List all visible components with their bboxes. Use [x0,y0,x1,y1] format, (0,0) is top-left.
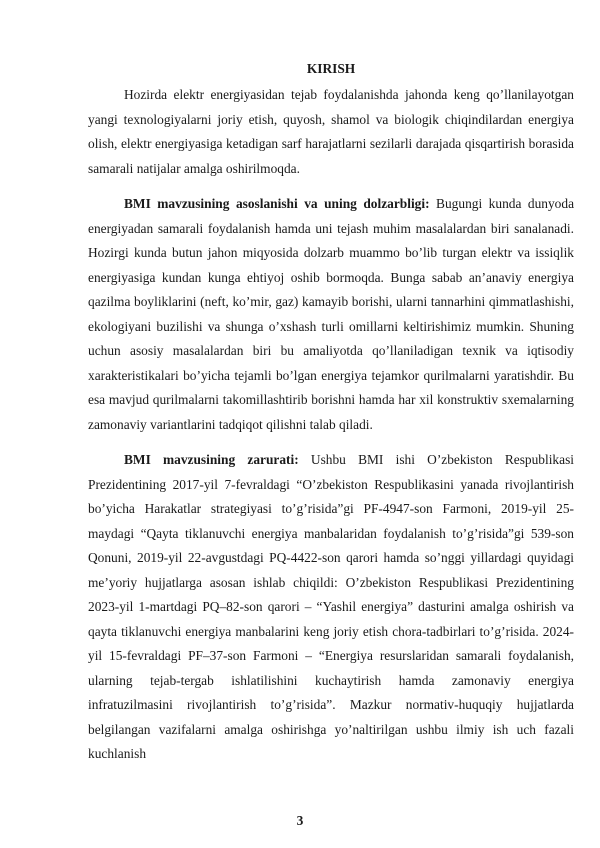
intro-paragraph-text: Hozirda elektr energiyasidan tejab foydalanishda jahonda keng qo’llanilayotgan yangi texnologiyalarni joriy etish, quyosh, shamol va biologik chiqindilardan energiya olish, elektr energiyasiga ketadigan sarf harajatlarni sezilarli darajada qisqartirish borasida samarali natijalar amalga oshirilmoqda. [88,87,574,176]
necessity-paragraph-text: Ushbu BMI ishi O’zbekiston Respublikasi Prezidentining 2017-yil 7-fevraldagi “O’zbekiston Respublikasini yanada rivojlantirish bo’yicha Harakatlar strategiyasi to’g’risida”gi PF-4947-son Farmoni, 2019-yil 25-maydagi “Qayta tiklanuvchi energiya manbalaridan foydalanish to’g’risida”gi 539-son Qonuni, 2019-yil 22-avgustdagi PQ-4422-son qarori hamda so’nggi yillardagi quyidagi me’yoriy hujjatlarga asosan ishlab chiqildi: O’zbekiston Respublikasi Prezidentining 2023-yil 1-martdagi PQ–82-son qarori – “Yashil energiya” dasturini amalga oshirish va qayta tiklanuvchi energiya manbalarini keng joriy etish chora-tadbirlari to’g’risida. 2024-yil 15-fevraldagi PF–37-son Farmoni – “Energiya resurslaridan samarali foydalanish, ularning tejab-tergab ishlatilishini kuchaytirish hamda zamonaviy energiya infratuzilmasini rivojlantirish to’g’risida”. Mazkur normativ-huquqiy hujjatlarda belgilangan vazifalarni amalga oshirishga yo’naltirilgan ushbu ilmiy ish uch fazali kuchlanish [88,452,575,761]
relevance-heading: BMI mavzusining asoslanishi va uning dolzarbligi: [124,196,430,211]
necessity-paragraph [88,448,574,767]
relevance-paragraph [88,192,574,437]
page-number: 3 [296,813,304,828]
document-body [88,58,574,767]
section-title: KIRISH [306,61,356,76]
intro-paragraph [88,83,574,181]
relevance-paragraph-text: Bugungi kunda dunyoda energiyadan samarali foydalanish hamda uni tejash muhim masalalardan biri sanalanadi. Hozirgi kunda butun jahon miqyosida dolzarb muammo bo’lib turgan elektr va issiqlik energiyasiga kundan kunga ehtiyoj oshib bormoqda. Bunga sabab an’anaviy energiya qazilma boyliklarini (neft, ko’mir, gaz) kamayib borishi, ularni tannarhini qimmatlashishi, ekologiyani buzilishi va shunga o’xshash turli omillarni keltirishimiz mumkin. Shuning uchun asosiy masalalardan biri bu amaliyotda qo’llaniladigan texnik va iqtisodiy xarakteristikalari bo’yicha tejamli bo’lgan energiya tejamkor qurilmalarni yaratishdir. Bu esa mavjud qurilmalarni takomillashtirib borishni hamda har xil konstruktiv sxemalarning zamonaviy variantlarini tadqiqot qilishni talab qiladi. [88,196,575,432]
necessity-heading: BMI mavzusining zarurati: [124,452,299,467]
